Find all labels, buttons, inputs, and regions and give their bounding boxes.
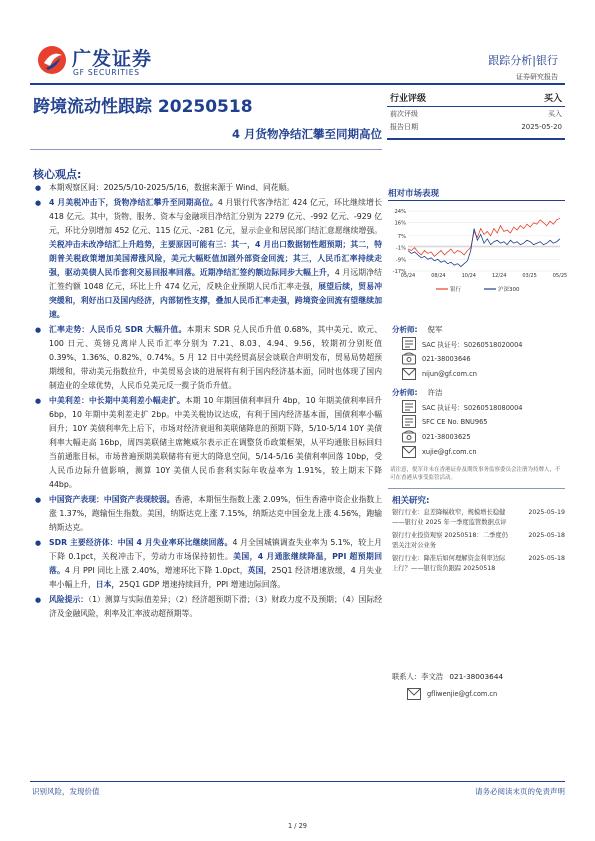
core-point-text <box>49 536 382 592</box>
rating-label: 行业评级 <box>390 93 427 104</box>
related-research-date: 2025-05-18 <box>528 555 565 562</box>
rating-divider <box>387 138 565 140</box>
bullet-icon: ● <box>35 325 42 334</box>
y-tick-label: -1% <box>395 245 406 252</box>
contact-label: 联系人： <box>392 672 422 681</box>
report-date-row <box>387 120 565 133</box>
x-tick-label: 10/24 <box>461 273 477 279</box>
core-point-text <box>49 323 382 393</box>
body-text: 25Q1 经济增速放缓，4 月失业率小幅上升， <box>49 566 382 590</box>
related-research-item[interactable] <box>392 554 565 574</box>
certificate-icon <box>402 400 422 413</box>
body-text: 4 月远期净结汇签约额 1048 亿元，环比上升 474 亿元，反映企业预期人民币汇率走强， <box>49 268 382 292</box>
bullet-icon: ● <box>35 396 42 405</box>
analyst-label: 分析师: <box>392 324 418 334</box>
chart-title: 相对市场表现 <box>388 189 440 199</box>
related-research-item[interactable] <box>392 531 565 551</box>
core-point-item <box>35 323 382 393</box>
analyst-label: 分析师: <box>392 387 418 397</box>
core-point-text <box>49 394 382 493</box>
emphasis-text: SDR 主要经济体：中国 4 月失业率环比继续回落。 <box>49 537 233 547</box>
contact-name: 李文浩 <box>421 672 444 681</box>
phone-icon <box>402 430 422 443</box>
gf-logo-mark <box>36 44 68 76</box>
mail-icon <box>402 446 422 458</box>
previous-rating-value: 买入 <box>548 109 562 118</box>
related-research-date: 2025-05-19 <box>528 509 565 516</box>
related-research-title[interactable]: 银行行业投资观察 20250518：二季度仍需关注对公业务 <box>392 532 508 549</box>
report-title: 跨境流动性跟踪 20250518 <box>33 97 253 117</box>
contact-person <box>392 672 503 682</box>
emphasis-text: 关税冲击未改净结汇上升趋势，主要原因可能有三：其一，4 月出口数据韧性超预期；其二，特朗普关税政策增加美国滞涨风险，美元大幅贬值加剧外部资金回流；其三，人民币汇率持续走强，驱动美债人民币套利交易回报率回落。近期净结汇签约额边际同步大幅上升， <box>49 239 382 278</box>
footer-divider <box>30 781 565 782</box>
core-point-text <box>49 196 382 323</box>
analyst-info-row <box>392 399 565 414</box>
emphasis-text: 美国，4 月通胀继续降温，PPI 超预期回落。 <box>49 551 382 576</box>
body-text: 本期 10 年期国债利率回升 4bp，10 年期美债利率回升 6bp，10 年期中美利差走扩 2bp。中美关税协议达成，有利于国内经济基本面，国债利率小幅回升；10Y 美债利率先上后下，市场对经济衰退和美联储降息的预期下降，5/10-5/14 10Y 美债利率大幅走高 16bp，周四美联储主席鲍威尔表示正在调整货币政策框架，从平均通胀目标回归当前通胀目标，市场普遍预期美联储将有更大的降息空间，5/14-5/16 美债利率回落 10bp，受人民币边际升值影响，测算 10Y 美债人民币套利实际年收益率为 1.91%，较上期末下降 44bp。 <box>49 395 382 490</box>
rating-header <box>387 88 565 107</box>
body-text: 4 月全国城镇调查失业率为 5.1%，较上月下降 0.1pct，关税冲击下，劳动力市场保持韧性。 <box>49 537 382 561</box>
chart-title-divider <box>388 200 565 201</box>
title-divider <box>30 149 382 150</box>
body-text: 本期末 SDR 兑人民币升值 0.68%，其中美元、欧元、100 日元、英镑兑离岸人民币汇率分别为 7.21、8.03、4.94、9.56，较期初分别贬值 0.39%、1.36%、0.82%、0.74%。5 月 12 日中美经贸高层会谈联合声明发布，贸易局势超预期缓和，带动美元指数拉升，中美贸易会谈的进展将有利于国内经济基本面，同时也体现了国内制造业的全球优势，人民币兑美元反一揽子货币升值。 <box>49 324 382 391</box>
core-point-text <box>49 593 382 621</box>
y-tick-label: -9% <box>395 257 406 264</box>
report-date-label: 报告日期 <box>390 122 418 131</box>
analyst-license: SAC 执证号：S0260518080004 <box>422 403 523 412</box>
emphasis-text: 汇率走势：人民币兑 SDR 大幅升值。 <box>49 324 187 334</box>
emphasis-text: 英国， <box>247 566 272 576</box>
bullet-icon: ● <box>35 595 42 604</box>
y-tick-label: 16% <box>394 220 406 227</box>
emphasis-text: 4 月美税冲击下，货物净结汇攀升至同期高位。 <box>49 197 218 207</box>
y-tick-label: 7% <box>397 233 406 240</box>
mail-icon <box>407 688 421 700</box>
analyst-phone: 021-38003646 <box>422 354 471 363</box>
analyst-header <box>392 385 565 399</box>
analyst-license: SAC 执证号：S0260518020004 <box>422 340 523 349</box>
analyst-info-row <box>392 444 565 459</box>
x-tick-label: 05/25 <box>552 273 568 279</box>
analyst-info-row <box>392 336 565 351</box>
y-tick-label: 24% <box>394 209 406 215</box>
x-tick-label: 12/24 <box>491 273 507 279</box>
series-line-bank <box>408 218 560 256</box>
related-research-item[interactable] <box>392 508 565 528</box>
logo-text-en: GF SECURITIES <box>73 68 140 77</box>
previous-rating-label: 前次评级 <box>390 109 418 118</box>
body-text: （1）测算与实际值差异；（2）经济超预期下滑；（3）财政力度不及预期；（4）国际经济及金融风险，利率及汇率波动超预期等。 <box>49 594 383 618</box>
rating-box <box>387 88 565 146</box>
report-type: 证券研究报告 <box>516 73 558 81</box>
analyst-phone: 021-38003625 <box>422 432 471 441</box>
previous-rating-row <box>387 107 565 120</box>
analyst-section <box>392 322 565 459</box>
core-point-item <box>35 493 382 535</box>
legend-label: 沪深300 <box>498 287 520 293</box>
y-tick-label: -17% <box>392 269 406 275</box>
analyst-license: SFC CE No. BNU965 <box>422 417 488 426</box>
legend-label: 银行 <box>450 287 462 293</box>
analyst-info-row <box>392 351 565 366</box>
certificate-icon <box>402 415 422 428</box>
bullet-icon: ● <box>35 198 42 207</box>
core-point-item <box>35 181 382 195</box>
analyst-info-row <box>392 366 565 381</box>
analyst-name: 许洁 <box>427 387 443 397</box>
x-tick-label: 08/24 <box>431 273 446 279</box>
page-number: 1 / 29 <box>288 822 307 830</box>
related-research-label: 相关研究: <box>392 496 430 506</box>
bullet-icon: ● <box>35 538 42 547</box>
body-text: 4 月 PPI 同比上涨 2.40%，增速环比下降 1.0pct， <box>64 566 248 576</box>
sidebar-divider <box>388 488 565 489</box>
bullet-icon: ● <box>35 496 42 505</box>
analyst-email[interactable]: nijun@gf.com.cn <box>422 369 477 378</box>
relative-performance-chart <box>388 205 568 297</box>
emphasis-text: 中国资产表现：中国资产表现较弱。 <box>49 495 175 505</box>
core-point-item <box>35 394 382 493</box>
x-tick-label: 05/24 <box>400 273 416 279</box>
header-divider <box>30 83 565 85</box>
related-research-date: 2025-05-18 <box>528 532 565 539</box>
analyst-email[interactable]: xujie@gf.com.cn <box>422 447 477 456</box>
contact-phone: 021-38003644 <box>449 672 504 681</box>
core-point-item <box>35 536 382 592</box>
phone-icon <box>402 352 422 365</box>
report-date-value: 2025-05-20 <box>521 122 562 131</box>
report-category: 跟踪分析|银行 <box>488 54 558 67</box>
footer-disclaimer-link: 请务必阅读末页的免责声明 <box>475 787 565 796</box>
analyst-header <box>392 322 565 336</box>
body-text: 25Q1 GDP 增速持续回升，PPI 增速边际回落。 <box>119 580 286 590</box>
footer-slogan: 识别风险，发现价值 <box>32 787 100 796</box>
analyst-info-row <box>392 414 565 429</box>
analyst-info-row <box>392 429 565 444</box>
related-research-title[interactable]: 银行行业：降准后如何理解资金利率边际上行？——银行资负跟踪 20250518 <box>392 555 506 572</box>
related-research-title[interactable]: 银行行业：息差降幅收窄，规模增长稳健——银行业 2025 年一季度监管数据点评 <box>392 509 507 526</box>
body-text: 本期观察区间：2025/5/10-2025/5/16，数据来源于 Wind、同花顺。 <box>49 183 295 192</box>
emphasis-text: 中美利差：中长期中美利差小幅走扩。 <box>49 395 185 405</box>
body-text: 香港，本期恒生指数上涨 2.09%，恒生香港中资企业指数上涨 1.37%，跑输恒生指数。美国，纳斯达克上涨 7.15%，纳斯达克中国金龙上涨 4.56%，跑输纳斯达克。 <box>49 495 382 533</box>
certificate-icon <box>402 337 422 350</box>
body-text: 4 月银行代客净结汇 424 亿元，环比继续增长 418 亿元。其中，货物、服务、资本与金融项目净结汇分别为 2279 亿元、-992 亿元、-929 亿元，环比分别增加 452 亿元、115 亿元、-281 亿元，显示企业和居民部门结汇意愿继续增强。 <box>49 197 383 235</box>
emphasis-text: 展望后续，贸易冲突缓和，利好出口及国内经济，内部韧性支撑，叠加人民币汇率走强，跨境资金回流有望继续加速。 <box>49 282 383 320</box>
core-points-list <box>35 181 382 621</box>
related-research-list <box>392 508 565 577</box>
core-point-item <box>35 196 382 323</box>
core-point-item <box>35 593 382 621</box>
analyst-name: 倪军 <box>427 324 443 334</box>
bullet-icon: ● <box>35 184 42 192</box>
contact-email[interactable]: gfliwenjie@gf.com.cn <box>427 690 498 698</box>
logo-text-cn: 广发证券 <box>72 48 153 70</box>
disclaimer-note: 请注意，倪军并未在香港证券及期货事务监察委员会注册为持牌人，不可在香港从事受监管活动。 <box>390 467 561 481</box>
core-point-text <box>49 493 382 535</box>
x-tick-label: 03/25 <box>522 273 537 279</box>
core-points-heading: 核心观点: <box>33 168 82 181</box>
core-point-text <box>49 181 382 195</box>
report-subtitle: 4 月货物净结汇攀至同期高位 <box>231 127 382 141</box>
mail-icon <box>402 368 422 380</box>
emphasis-text: 风险提示： <box>49 594 89 604</box>
rating-value: 买入 <box>543 93 562 104</box>
emphasis-text: 日本， <box>95 580 120 590</box>
